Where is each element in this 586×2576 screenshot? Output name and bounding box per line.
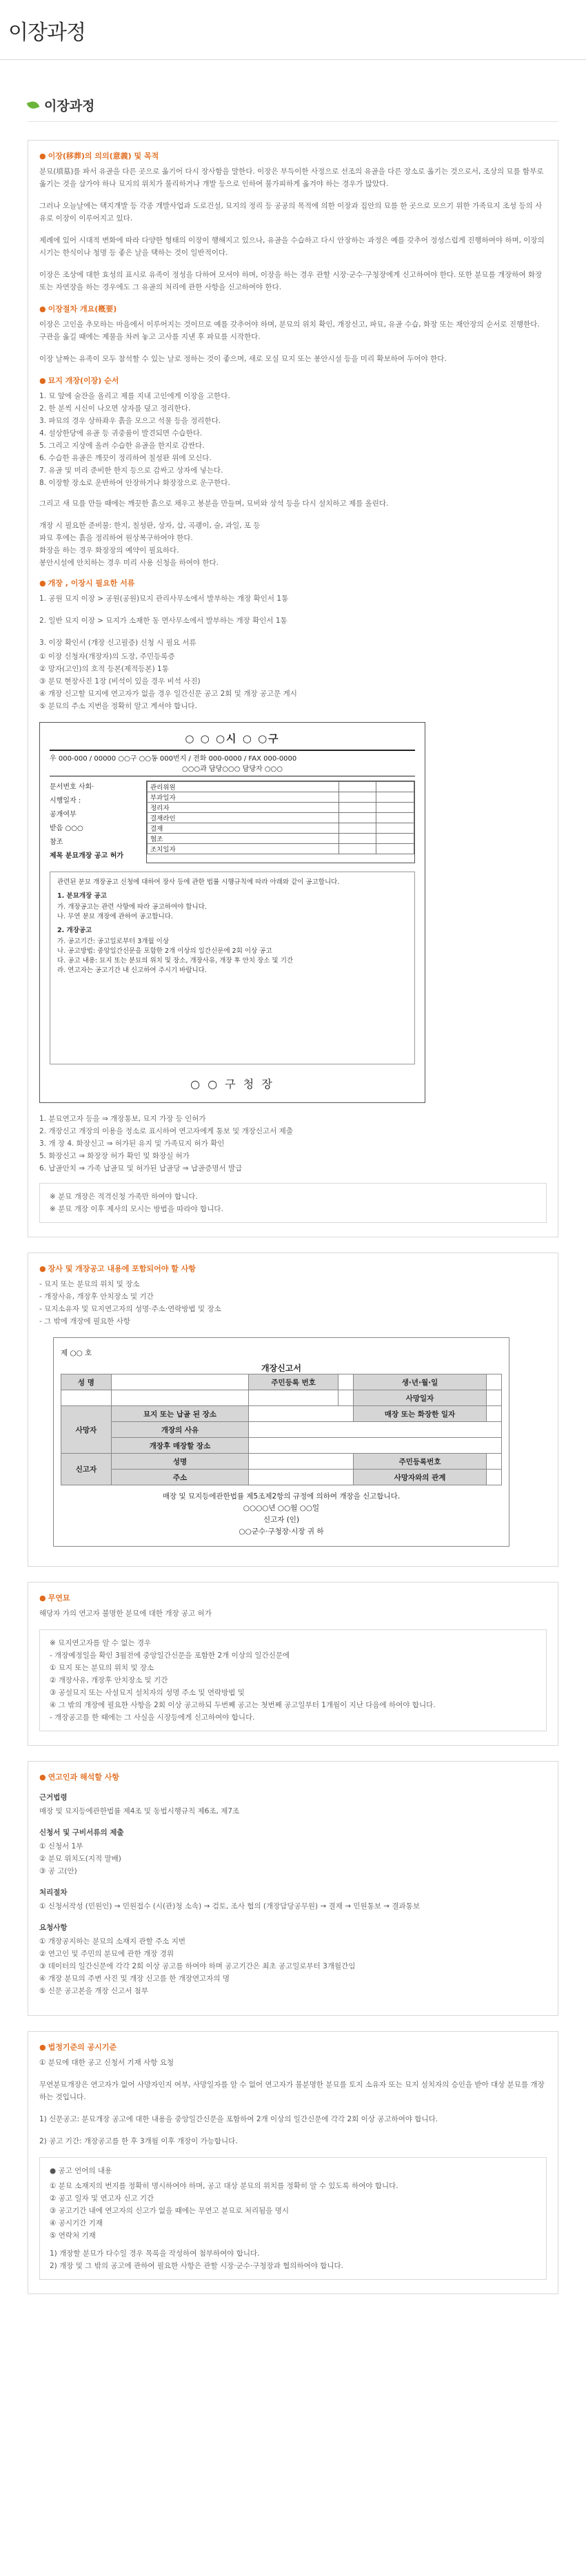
documents-item-1: 1. 공원 묘지 이장 > 공원(공원)묘지 관리사무소에서 발부하는 개장 확인서 1통 xyxy=(39,595,289,603)
process-heading: 처리절차 xyxy=(39,1888,68,1897)
table-cell xyxy=(339,1374,354,1390)
table-cell xyxy=(249,1454,354,1470)
note-line: ⑤ 연락처 기재 xyxy=(50,2232,96,2240)
table-row xyxy=(61,1406,502,1422)
note-line: ※ 분묘 개장은 적격신청 가족만 하여야 합니다. xyxy=(50,1193,198,1201)
list-item: 6. 수습한 유골은 깨끗이 정리하여 칠성판 위에 모신다. xyxy=(39,454,212,462)
notice-body-line: 다. 공고 내용: 묘지 또는 분묘의 위치 및 장소, 개장사유, 개장 후 안치 장소 및 기간 xyxy=(57,957,294,965)
table-row xyxy=(148,803,414,813)
note-line: - 개장공고를 한 때에는 그 사실을 시장등에게 신고하여야 합니다. xyxy=(50,1713,255,1722)
section-title-text: 이장과정 xyxy=(44,99,95,114)
grave-heading: ● 무연묘 xyxy=(39,1594,70,1603)
page-title: 이장과정 xyxy=(8,21,85,45)
notice-form-department: ○○○과 담당○○○ 담당자 ○○○ xyxy=(181,765,283,773)
list-item: 5. 그리고 지상에 올려 수습한 유골을 한지로 감싼다. xyxy=(39,442,205,450)
table-cell xyxy=(339,782,376,792)
list-item: - 개장사유, 개장후 안치장소 및 기간 xyxy=(39,1292,154,1301)
declaration-number: 제 ○○ 호 xyxy=(61,1349,92,1357)
note-line: ④ 그 밖의 개장에 필요한 사항을 2회 이상 공고하되 두번째 공고는 첫번째 공고일부터 1개월이 지난 다음에 하여야 합니다. xyxy=(50,1701,436,1709)
table-cell xyxy=(249,1470,354,1485)
table-cell: 관리위원 xyxy=(148,782,339,792)
meta-row: 받음 ○○○ xyxy=(50,825,83,832)
intro-heading: ● 이장(移葬)의 의의(意義) 및 목적 xyxy=(39,152,159,161)
content-box-relation xyxy=(28,1761,558,2016)
law-item: 무연분묘개장은 연고자가 없어 사망자인지 여부, 사망일자를 알 수 없어 연고자가 불분명한 분묘를 토지 소유자 또는 묘지 설치자의 승인을 받아 대상 분묘를 개장하는 것입니다. xyxy=(39,2081,545,2101)
table-cell xyxy=(376,823,414,834)
list-item: ⑤ 신문 공고본을 개장 신고서 첨부 xyxy=(39,1987,148,1995)
table-cell: 주민등록 번호 xyxy=(249,1374,339,1390)
table-cell xyxy=(376,792,414,803)
list-item: 4. 설상한당에 유골 등 귀중품이 발견되면 수습한다. xyxy=(39,429,203,437)
declaration-form xyxy=(53,1337,509,1547)
meta-row: 공개여부 xyxy=(50,811,77,818)
table-row xyxy=(148,834,414,844)
table-cell xyxy=(487,1454,502,1470)
declaration-heading: ● 장사 및 개장공고 내용에 포함되어야 할 사항 xyxy=(39,1264,196,1273)
note-line: ● 공고 언어의 내용 xyxy=(50,2167,112,2175)
overview-heading: ● 이장절차 개요(槪要) xyxy=(39,305,117,313)
documents-heading: ● 개장 , 이장시 필요한 서류 xyxy=(39,579,135,588)
list-item: 3. 개 장 4. 화장신고 ⇒ 허가된 유지 및 가족묘지 허가 확인 xyxy=(39,1140,225,1148)
table-cell xyxy=(376,803,414,813)
note-line: ④ 공시기간 기재 xyxy=(50,2219,103,2227)
note-line: ③ 공고기간 내에 연고자의 신고가 없을 때에는 무연고 분묘로 처리됨을 명시 xyxy=(50,2207,290,2215)
table-row xyxy=(61,1374,502,1390)
table-row xyxy=(148,792,414,803)
after-notes-list xyxy=(39,1113,547,1175)
list-item: ① 신청서 1부 xyxy=(39,1842,83,1851)
table-cell xyxy=(339,844,376,854)
notice-form-header: ○ ○ ○시 ○ ○구 xyxy=(185,732,280,745)
list-item: 2. 개장신고 개장의 이용을 정소로 표시하여 연고자에게 통보 및 개장신고서 제출 xyxy=(39,1127,293,1135)
list-item: 8. 이장할 장소로 운반하여 안장하거나 화장장으로 운구한다. xyxy=(39,479,230,487)
law-inner-box xyxy=(39,2157,547,2280)
notice-form-grid xyxy=(50,781,415,863)
list-item: 5. 화장신고 ⇒ 화장장 허가 확인 및 화장실 허가 xyxy=(39,1152,190,1160)
table-cell xyxy=(339,803,376,813)
table-cell xyxy=(487,1406,502,1422)
notice-form-image xyxy=(39,722,425,1103)
after-notes-box xyxy=(39,1183,547,1223)
content-box-law xyxy=(28,2031,558,2294)
list-item: ③ 공 고(안) xyxy=(39,1867,77,1875)
list-item: 파묘 후에는 흙을 정리하여 원상복구하여야 한다. xyxy=(39,534,193,542)
declaration-footer xyxy=(61,1491,502,1538)
table-cell xyxy=(376,813,414,823)
documents-item-2: 2. 일반 묘지 이장 > 묘지가 소재한 동 면사무소에서 발부하는 개장 확인서 1통 xyxy=(39,617,287,625)
table-row xyxy=(148,813,414,823)
table-cell xyxy=(249,1422,502,1438)
notice-form-address: 우 000-000 / 00000 ○○구 ○○동 000번지 / 전화 000-0000 / FAX 000-0000 xyxy=(50,755,297,763)
notice-body-line: 가. 개장공고는 관련 사항에 따라 공고하여야 합니다. xyxy=(57,903,207,911)
footer-line: ○○군수·구청장·시장 귀 하 xyxy=(239,1527,324,1536)
list-item: ③ 데이터의 일간신문에 각각 2회 이상 공고를 하여야 하며 공고기간은 최초 공고일로부터 3개월간임 xyxy=(39,1962,356,1970)
table-cell: 주민등록번호 xyxy=(353,1454,486,1470)
table-cell xyxy=(339,1390,354,1406)
request-heading: 요청사항 xyxy=(39,1924,68,1932)
notice-form-body xyxy=(50,872,415,1064)
declaration-form-top xyxy=(61,1348,502,1358)
table-cell: 협조 xyxy=(148,834,339,844)
notice-body-line: 나. 무연 분묘 개장에 관하여 공고합니다. xyxy=(57,913,173,920)
table-cell xyxy=(339,792,376,803)
list-item: 2. 한 분씩 시신이 나오면 상자를 덮고 정리한다. xyxy=(39,404,191,413)
procedure-list-2 xyxy=(39,519,547,569)
list-item: ⑤ 분묘의 주소 지번을 정확히 알고 계셔야 합니다. xyxy=(39,702,197,710)
table-row xyxy=(61,1438,502,1454)
list-item: ④ 개장 분묘의 주변 사진 및 개장 신고를 한 개장연고자의 명 xyxy=(39,1975,230,1983)
list-item: ③ 분묘 현장사진 1장 (비석이 있을 경우 비석 사진) xyxy=(39,677,201,686)
table-row xyxy=(61,1454,502,1470)
list-item: - 묘지 또는 분묘의 위치 및 장소 xyxy=(39,1280,140,1288)
table-row xyxy=(61,1470,502,1485)
footer-line: ○○○○년 ○○월 ○○일 xyxy=(243,1504,320,1512)
documents-item-3: 3. 이장 확인서 (개장 신고필증) 신청 시 필요 서류 xyxy=(39,639,196,647)
intro-para-1: 분묘(墳墓)를 파서 유골을 다른 곳으로 옮기어 다시 장사함을 말한다. 이장은 부득이한 사정으로 선조의 유골을 다른 장소로 옮기는 것으로서, 조상의 묘를 함부로 옮기는 것을 삼가야 하나 묘지의 위치가 불리하거나 개발 등으로 인하여 불가피하게 옮겨야 하는 경우가 많았다. xyxy=(39,167,544,188)
list-item: 봉안시설에 안치하는 경우 미리 사용 신청을 하여야 한다. xyxy=(39,559,219,567)
relation-heading: ● 연고인과 해석할 사항 xyxy=(39,1773,119,1782)
content-box-main xyxy=(28,140,558,1237)
intro-para-3: 제례에 있어 시대적 변화에 따라 다양한 형태의 이장이 행해지고 있으나, 유골을 수습하고 다시 안장하는 과정은 예를 갖추어 정성스럽게 진행하여야 하며, 이장의 시기는 한식이나 청명 등 좋은 날을 택하는 것이 일반적이다. xyxy=(39,236,545,257)
note-line: ① 분묘 소재지의 번지를 정확히 명시하여야 하며, 공고 대상 분묘의 위치를 정확히 알 수 있도록 하여야 합니다. xyxy=(50,2182,398,2190)
meta-row: 시행일자 : xyxy=(50,797,81,805)
table-cell xyxy=(487,1374,502,1390)
list-item: 개장 시 필요한 준비물: 한지, 칠성판, 상자, 삽, 곡괭이, 술, 과일, 포 등 xyxy=(39,522,261,530)
law-item: 1) 신문공고: 분묘개장 공고에 대한 내용을 중앙일간신문을 포함하여 2개 이상의 일간신문에 각각 2회 이상 공고하여야 합니다. xyxy=(39,2115,438,2123)
notice-body-line: 가. 공고기간: 공고일로부터 3개월 이상 xyxy=(57,938,169,945)
notice-form-rule xyxy=(50,750,415,751)
list-item: 1. 분묘연고자 등을 ⇒ 개장통보, 묘지 가장 등 인허가 xyxy=(39,1115,206,1123)
list-item: - 묘지소유자 및 묘지연고자의 성명·주소·연락방법 및 장소 xyxy=(39,1305,221,1313)
table-cell: 부과일자 xyxy=(148,792,339,803)
request-list xyxy=(39,1935,547,1997)
list-item: ④ 개장 신고할 묘지에 연고자가 없을 경우 일간신문 공고 2회 및 개장 공고문 게시 xyxy=(39,690,297,698)
table-cell: 개장의 사유 xyxy=(111,1422,248,1438)
notice-body-line: 나. 공고방법: 중앙일간신문을 포함한 2개 이상의 일간신문에 2회 이상 공고 xyxy=(57,947,272,955)
title-divider xyxy=(28,121,558,122)
content-box-grave xyxy=(28,1582,558,1746)
intro-para-4: 이장은 조상에 대한 효성의 표시로 유족이 정성을 다하여 모셔야 하며, 이장을 하는 경우 관할 시장·군수·구청장에게 신고하여야 한다. 또한 분묘를 개장하여 화장 또는 자연장을 하는 경우에도 그 유골의 처리에 관한 사항을 신고하여야 한다. xyxy=(39,271,543,291)
grave-inner-box xyxy=(39,1629,547,1731)
table-cell xyxy=(61,1390,112,1406)
table-cell: 개장후 매장할 장소 xyxy=(111,1438,248,1454)
table-cell xyxy=(376,782,414,792)
overview-para-1: 이장은 고인을 추모하는 마음에서 이루어지는 것이므로 예를 갖추어야 하며, 분묘의 위치 확인, 개장신고, 파묘, 유골 수습, 화장 또는 재안장의 순서로 진행한다. 구관을 옮길 때에는 제물을 차려 놓고 고사를 지낸 후 파묘를 시작한다. xyxy=(39,320,540,341)
law-item: 2) 공고 기간: 개장공고를 한 후 3개월 이후 개장이 가능합니다. xyxy=(39,2137,238,2145)
note-line: 2) 개장 및 그 밖의 공고에 관하여 필요한 사항은 관할 시장·군수·구청장과 협의하여야 합니다. xyxy=(50,2262,343,2270)
page-header xyxy=(0,0,586,60)
intro-para-2: 그러나 오늘날에는 택지개발 등 각종 개발사업과 도로건설, 묘지의 정리 등 공공의 목적에 의한 이장과 집안의 묘를 한 곳으로 모으기 위한 가족묘지 조성 등의 사유로 이장이 이루어지고 있다. xyxy=(39,202,543,223)
table-cell xyxy=(487,1470,502,1485)
declaration-table xyxy=(61,1374,502,1485)
process-text: ① 신청서작성 (민원인) → 민원접수 (시(관)청 소속) → 검토, 조사 협의 (개장담당공무원) → 결재 → 민원통보 → 결과통보 xyxy=(39,1902,420,1910)
table-cell: 생·년·월·일 xyxy=(353,1374,486,1390)
list-item: 6. 납골안치 ⇒ 가족 납골묘 및 허가된 납골당 ⇒ 납골증명서 발급 xyxy=(39,1164,243,1173)
table-cell: 매장 또는 화장한 일자 xyxy=(353,1406,486,1422)
table-cell: 사망자와의 관계 xyxy=(353,1470,486,1485)
main-content xyxy=(28,96,558,2294)
table-cell: 주소 xyxy=(111,1470,248,1485)
list-item: 1. 묘 앞에 술잔을 올리고 제를 지내 고인에게 이장을 고한다. xyxy=(39,392,230,400)
list-item: - 그 밖에 개장에 필요한 사항 xyxy=(39,1317,131,1326)
basis-text: 매장 및 묘지등에관한법률 제4조 및 동법시행규칙 제6조, 제7조 xyxy=(39,1807,240,1815)
note-line: ③ 공설묘지 또는 사설묘지 설치자의 성명 주소 및 연락방법 및 xyxy=(50,1689,245,1697)
table-cell xyxy=(339,823,376,834)
note-line: ※ 분묘 개장 이후 제사의 모시는 방법을 따라야 합니다. xyxy=(50,1205,223,1213)
table-cell: 결재라인 xyxy=(148,813,339,823)
table-cell: 성명 xyxy=(111,1454,248,1470)
table-cell xyxy=(111,1374,248,1390)
table-row xyxy=(61,1390,502,1406)
table-cell: 사망자 xyxy=(61,1406,112,1454)
table-cell xyxy=(249,1390,339,1406)
table-cell: 정리자 xyxy=(148,803,339,813)
target-list xyxy=(39,1840,547,1877)
notice-body-intro: 관련된 분묘 개장공고 신청에 대하여 장사 등에 관한 법률 시행규칙에 따라 아래와 같이 공고합니다. xyxy=(57,878,340,886)
table-cell xyxy=(111,1390,248,1406)
notice-body-spacer xyxy=(57,976,407,1058)
list-item: 3. 파묘의 경우 상하좌우 흙을 모으고 석물 등을 정리한다. xyxy=(39,417,221,425)
note-line: - 개장예정일을 확인 3월전에 중앙일간신문을 포함한 2개 이상의 일간신문에 xyxy=(50,1651,290,1660)
notice-form-signature: ○ ○ 구 청 장 xyxy=(190,1078,274,1091)
procedure-para: 그리고 새 묘를 만들 때에는 깨끗한 흙으로 채우고 봉분을 만들며, 묘비와 상석 등을 다시 설치하고 제를 올린다. xyxy=(39,499,389,508)
list-item: ② 분묘 위치도(지적 말배) xyxy=(39,1855,121,1863)
basis-heading: 근거법령 xyxy=(39,1793,68,1802)
leaf-icon xyxy=(27,100,40,110)
list-item: ② 연고인 및 주민의 분묘에 관한 개장 경위 xyxy=(39,1950,174,1958)
list-item: ① 개장공지하는 분묘의 소재지 관할 주소 지번 xyxy=(39,1937,186,1946)
table-cell: 결재 xyxy=(148,823,339,834)
table-cell xyxy=(376,844,414,854)
content-box-declaration xyxy=(28,1253,558,1567)
approval-table xyxy=(146,781,415,863)
declaration-title: 개장신고서 xyxy=(261,1363,301,1373)
table-row xyxy=(148,782,414,792)
notice-body-heading-1: 1. 분묘개장 공고 xyxy=(57,892,107,900)
footer-line: 매장 및 묘지등에관한법률 제5조제2항의 규정에 의하여 개장을 신고합니다. xyxy=(162,1492,401,1501)
table-cell xyxy=(249,1406,354,1422)
table-cell: 사망일자 xyxy=(353,1390,486,1406)
table-cell: 성 명 xyxy=(61,1374,112,1390)
documents-sublist xyxy=(39,650,547,712)
table-row xyxy=(148,844,414,854)
procedure-heading: ● 묘지 개장(이장) 순서 xyxy=(39,376,119,385)
table-row xyxy=(61,1422,502,1438)
table-cell xyxy=(339,813,376,823)
meta-row: 제목 분묘개장 공고 허가 xyxy=(50,852,124,860)
list-item: 7. 유골 및 미리 준비한 한지 등으로 감싸고 상자에 넣는다. xyxy=(39,466,223,475)
note-line: ② 공고 일자 및 연고자 신고 기간 xyxy=(50,2194,154,2203)
law-item: ① 분묘에 대한 공고 신청서 기재 사항 요청 xyxy=(39,2059,174,2067)
grave-para: 해당자 가의 연고자 불명한 분묘에 대한 개장 공고 허가 xyxy=(39,1609,212,1618)
declaration-items xyxy=(39,1278,547,1328)
meta-row: 참조 xyxy=(50,838,63,846)
footer-line: 신고자 (인) xyxy=(263,1516,300,1524)
section-title xyxy=(28,96,558,114)
notice-form-meta xyxy=(50,781,146,863)
note-line: ② 개장사유, 개장후 안치장소 및 기간 xyxy=(50,1676,168,1684)
table-cell: 묘지 또는 납골 된 장소 xyxy=(111,1406,248,1422)
table-cell xyxy=(487,1390,502,1406)
table-cell xyxy=(339,834,376,844)
procedure-list xyxy=(39,390,547,489)
notice-body-line: 라. 연고자는 공고기간 내 신고하여 주시기 바랍니다. xyxy=(57,967,207,974)
list-item: 화장을 하는 경우 화장장의 예약이 필요하다. xyxy=(39,546,179,555)
note-line: ※ 묘지연고자를 알 수 없는 경우 xyxy=(50,1639,152,1647)
note-line: ① 묘지 또는 분묘의 위치 및 장소 xyxy=(50,1664,154,1672)
table-cell: 신고자 xyxy=(61,1454,112,1485)
list-item: ② 망자(고인)의 호적 등본(제적등본) 1통 xyxy=(39,665,169,673)
law-heading: ● 법정기준의 공시기준 xyxy=(39,2043,117,2052)
notice-body-heading-2: 2. 개장공고 xyxy=(57,927,92,934)
table-cell xyxy=(376,834,414,844)
table-cell xyxy=(249,1438,502,1454)
table-cell: 조치일자 xyxy=(148,844,339,854)
overview-para-2: 이장 날짜는 유족이 모두 참석할 수 있는 날로 정하는 것이 좋으며, 새로 모실 묘지 또는 봉안시설 등을 미리 확보하여 두어야 한다. xyxy=(39,355,447,363)
note-line: 1) 개장할 분묘가 다수일 경우 목록을 작성하여 첨부하여야 합니다. xyxy=(50,2249,260,2258)
target-heading: 신청서 및 구비서류의 제출 xyxy=(39,1828,124,1837)
table-row xyxy=(148,823,414,834)
meta-row: 문서번호 사회· xyxy=(50,783,94,791)
list-item: ① 이장 신청자(개장자)의 도장, 주민등록증 xyxy=(39,652,175,661)
